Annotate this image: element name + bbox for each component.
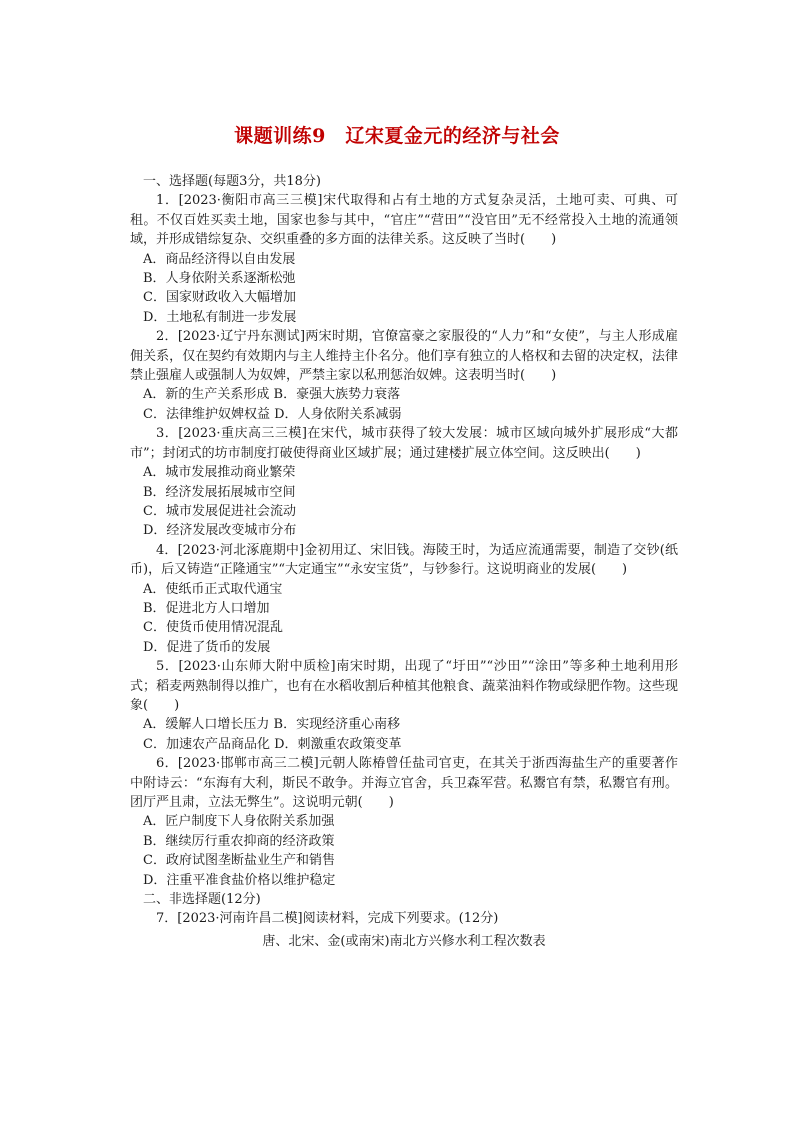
question-option: C．城市发展促进社会流动 (143, 503, 296, 519)
question-block (130, 424, 678, 540)
question-option: B．经济发展拓展城市空间 (143, 484, 296, 500)
question-option: A．城市发展推动商业繁荣 (143, 465, 296, 481)
question-block (130, 657, 678, 754)
question-option: A．新的生产关系形成 B．豪强大族势力衰落 (143, 387, 401, 403)
question-block (130, 191, 678, 327)
question-stem: 6．[2023·邯郸市高三二模]元朝人陈椿曾任盐司官吏，在其关于浙西海盐生产的重要著作中附诗云：“东海有大利，斯民不敢争。并海立官舍，兵卫森军营。私鬻官有禁，私鬻官有刑。团厅严且肃，立法无弊生”。这说明元朝( ) (130, 756, 678, 810)
question-option: B．人身依附关系逐渐松弛 (143, 271, 296, 287)
exam-content (130, 172, 678, 951)
question-option: C．政府试图垄断盐业生产和销售 (143, 853, 335, 869)
question-option: C．加速农产品商品化 D．刺激重农政策变革 (143, 736, 402, 752)
question-stem: 4．[2023·河北涿鹿期中]金初用辽、宋旧钱。海陵王时，为适应流通需要，制造了交钞(纸币)，后又铸造“正隆通宝”“大定通宝”“永安宝货”，与钞参行。这说明商业的发展( ) (130, 542, 678, 578)
question-option: D．土地私有制进一步发展 (143, 309, 297, 325)
question-block (130, 541, 678, 657)
page-title: 课题训练9 辽宋夏金元的经济与社会 (234, 125, 560, 147)
question-stem-7: 7．[2023·河南许昌二模]阅读材料，完成下列要求。(12分) (156, 911, 499, 927)
question-option: A．匠户制度下人身依附关系加强 (143, 814, 335, 830)
question-option: A．商品经济得以自由发展 (143, 251, 296, 267)
question-option: C．使货币使用情况混乱 (143, 620, 283, 636)
section-heading-choice: 一、选择题(每题3分，共18分) (143, 174, 321, 189)
question-option: C．法律维护奴婢权益 D．人身依附关系减弱 (143, 406, 402, 422)
question-option: D．经济发展改变城市分布 (143, 523, 297, 539)
question-option: B．促进北方人口增加 (143, 600, 270, 616)
question-option: C．国家财政收入大幅增加 (143, 290, 296, 306)
question-option: D．促进了货币的发展 (143, 639, 271, 655)
question-stem: 1．[2023·衡阳市高三三模]宋代取得和占有土地的方式复杂灵活，土地可卖、可典、可租。不仅百姓买卖土地，国家也参与其中，“官庄”“营田”“没官田”无不经常投入土地的流通领域，并形成错综复杂、交织重叠的多方面的法律关系。这反映了当时( ) (130, 193, 678, 248)
question-block (130, 754, 678, 890)
section-heading-nonchoice: 二、非选择题(12分) (143, 892, 261, 908)
question-option: A．使纸币正式取代通宝 (143, 581, 283, 597)
question-option: B．继续厉行重农抑商的经济政策 (143, 833, 335, 849)
question-stem: 3．[2023·重庆高三三模]在宋代，城市获得了较大发展：城市区域向城外扩展形成“大都市”；封闭式的坊市制度打破使得商业区域扩展；通过建楼扩展立体空间。这反映出( ) (130, 426, 678, 461)
question-block (130, 327, 678, 424)
question-stem: 5．[2023·山东师大附中质检]南宋时期，出现了“圩田”“沙田”“涂田”等多种土地利用形式；稻麦两熟制得以推广，也有在水稻收割后种植其他粮食、蔬菜油料作物或绿肥作物。这些现象( ) (130, 659, 678, 713)
question-stem: 2．[2023·辽宁丹东测试]两宋时期，官僚富豪之家服役的“人力”和“女使”，与主人形成雇佣关系，仅在契约有效期内与主人维持主仆名分。他们享有独立的人格权和去留的决定权，法律禁止强雇人或强制人为奴婢，严禁主家以私刑惩治奴婢。这表明当时( ) (130, 329, 678, 384)
question-option: A．缓解人口增长压力 B．实现经济重心南移 (143, 717, 401, 733)
table-caption: 唐、北宋、金(或南宋)南北方兴修水利工程次数表 (262, 933, 546, 949)
question-option: D．注重平准食盐价格以维护稳定 (143, 872, 336, 888)
